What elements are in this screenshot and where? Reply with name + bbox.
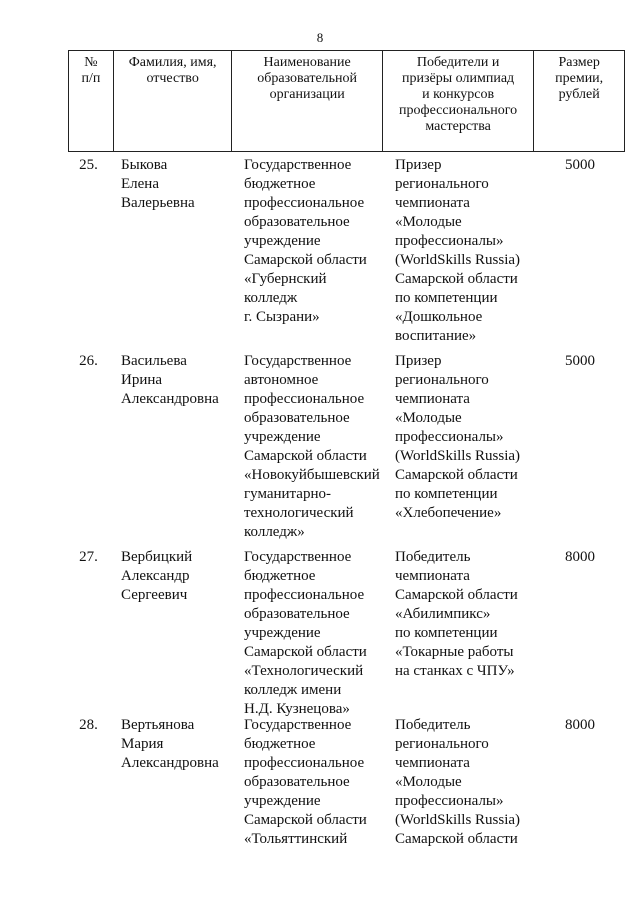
person-name: Быкова Елена Валерьевна xyxy=(121,157,195,211)
table-header xyxy=(68,50,625,152)
organization: Государственное автономное профессиональное образовательное учреждение Самарской области «Новокуйбышевский гуманитарно- технологический колледж» xyxy=(244,353,380,540)
person-name: Васильева Ирина Александровна xyxy=(121,353,219,407)
table-row xyxy=(68,716,625,849)
prize-amount: 5000 xyxy=(565,157,595,173)
person-name: Вербицкий Александр Сергеевич xyxy=(121,549,193,603)
page-number: 8 xyxy=(316,30,324,45)
prize-amount: 8000 xyxy=(565,549,595,565)
organization: Государственное бюджетное профессиональное образовательное учреждение Самарской области «Губернский колледж г. Сызрани» xyxy=(244,157,367,325)
organization: Государственное бюджетное профессиональное образовательное учреждение Самарской области «Технологический колледж имени Н.Д. Кузнецова» xyxy=(244,549,367,717)
header-name: Фамилия, имя, отчество xyxy=(114,51,233,151)
award-description: Призер регионального чемпионата «Молодые профессионалы» (WorldSkills Russia) Самарской области по компетенции «Дошкольное воспитание» xyxy=(395,157,521,344)
award-description: Победитель регионального чемпионата «Молодые профессионалы» (WorldSkills Russia) Самарской области xyxy=(395,717,521,847)
header-award: Победители и призёры олимпиад и конкурсов профессионального мастерства xyxy=(383,51,534,151)
header-number: № п/п xyxy=(69,51,114,151)
award-description: Призер регионального чемпионата «Молодые профессионалы» (WorldSkills Russia) Самарской области по компетенции «Хлебопечение» xyxy=(395,353,521,521)
prize-amount: 8000 xyxy=(565,717,595,733)
table-row xyxy=(68,156,625,346)
organization: Государственное бюджетное профессиональное образовательное учреждение Самарской области «Тольяттинский xyxy=(244,717,367,847)
row-number: 25. xyxy=(79,157,98,173)
header-prize: Размер премии, рублей xyxy=(555,55,604,102)
table-row xyxy=(68,548,625,719)
header-organization: Наименование образовательной организации xyxy=(232,51,382,151)
prize-amount: 5000 xyxy=(565,353,595,369)
row-number: 26. xyxy=(79,353,98,369)
row-number: 28. xyxy=(79,717,98,733)
person-name: Вертьянова Мария Александровна xyxy=(121,717,219,771)
table-row xyxy=(68,352,625,542)
row-number: 27. xyxy=(79,549,98,565)
award-description: Победитель чемпионата Самарской области «Абилимпикс» по компетенции «Токарные работы на станках с ЧПУ» xyxy=(395,549,518,679)
